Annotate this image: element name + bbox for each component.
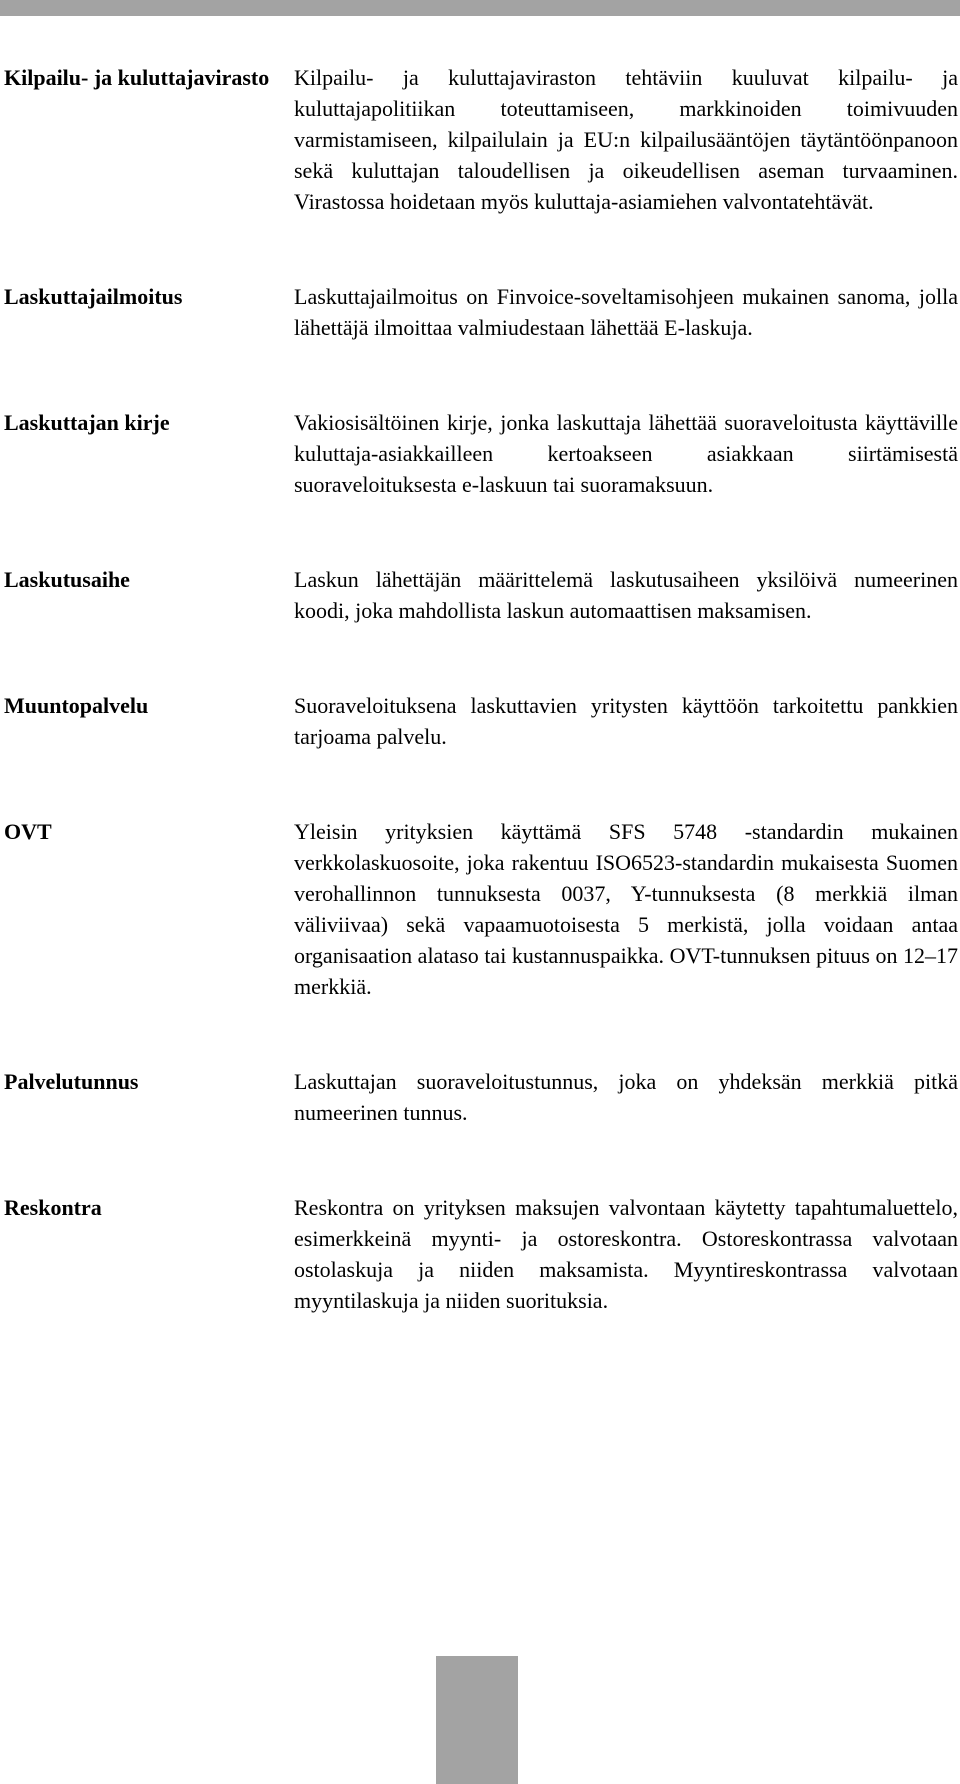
glossary-term: OVT bbox=[4, 819, 52, 844]
glossary-definition: Laskuttajailmoitus on Finvoice-soveltamisohjeen mukainen sanoma, jolla lähettäjä ilmoittaa valmiudestaan lähettää E-laskuja. bbox=[294, 284, 958, 340]
glossary-term: Reskontra bbox=[4, 1195, 102, 1220]
glossary-definition: Suoraveloituksena laskuttavien yritysten käyttöön tarkoitettu pankkien tarjoama palvelu. bbox=[294, 693, 958, 749]
glossary-definition: Kilpailu- ja kuluttajaviraston tehtäviin kuuluvat kilpailu- ja kuluttajapolitiikan toteuttamiseen, markkinoiden toimivuuden varmistamiseen, kilpailulain ja EU:n kilpailusääntöjen täytäntöönpanoon sekä kuluttajan taloudellisen ja oikeudellisen aseman turvaaminen. Virastossa hoidetaan myös kuluttaja-asiamiehen valvontatehtävät. bbox=[294, 65, 958, 214]
page-header-bar bbox=[0, 0, 960, 16]
glossary-term: Kilpailu- ja kuluttajavirasto bbox=[4, 65, 270, 90]
glossary-term: Palvelutunnus bbox=[4, 1069, 139, 1094]
glossary-entry bbox=[4, 1192, 960, 1316]
glossary-term: Laskutusaihe bbox=[4, 567, 130, 592]
page-number-marker bbox=[436, 1656, 518, 1784]
glossary-definition: Reskontra on yrityksen maksujen valvontaan käytetty tapahtumaluettelo, esimerkkeinä myynti- ja ostoreskontra. Ostoreskontrassa valvotaan ostolaskuja ja niiden maksamista. Myyntireskontrassa valvotaan myyntilaskuja ja niiden suorituksia. bbox=[294, 1195, 958, 1313]
glossary-definition: Laskuttajan suoraveloitustunnus, joka on yhdeksän merkkiä pitkä numeerinen tunnus. bbox=[294, 1069, 958, 1125]
glossary-entry bbox=[4, 281, 960, 343]
glossary-definition: Vakiosisältöinen kirje, jonka laskuttaja lähettää suoraveloitusta käyttäville kuluttaja-asiakkailleen kertoakseen asiakkaan siirtämisestä suoraveloituksesta e-laskuun tai suoramaksuun. bbox=[294, 410, 958, 497]
glossary-entry bbox=[4, 690, 960, 752]
glossary-term: Laskuttajan kirje bbox=[4, 410, 170, 435]
glossary-term: Laskuttajailmoitus bbox=[4, 284, 183, 309]
glossary-entry bbox=[4, 564, 960, 626]
glossary-entry bbox=[4, 1066, 960, 1128]
glossary-entry bbox=[4, 62, 960, 217]
glossary bbox=[4, 62, 960, 1316]
glossary-entry bbox=[4, 407, 960, 500]
glossary-term: Muuntopalvelu bbox=[4, 693, 149, 718]
glossary-definition: Laskun lähettäjän määrittelemä laskutusaiheen yksilöivä numeerinen koodi, joka mahdollista laskun automaattisen maksamisen. bbox=[294, 567, 958, 623]
glossary-definition: Yleisin yrityksien käyttämä SFS 5748 -standardin mukainen verkkolaskuosoite, joka rakentuu ISO6523-standardin mukaisesta Suomen verohallinnon tunnuksesta 0037, Y-tunnuksesta (8 merkkiä ilman väliviivaa) sekä vapaamuotoisesta 5 merkistä, jolla voidaan antaa organisaation alataso tai kustannuspaikka. OVT-tunnuksen pituus on 12–17 merkkiä. bbox=[294, 819, 958, 999]
glossary-entry bbox=[4, 816, 960, 1002]
